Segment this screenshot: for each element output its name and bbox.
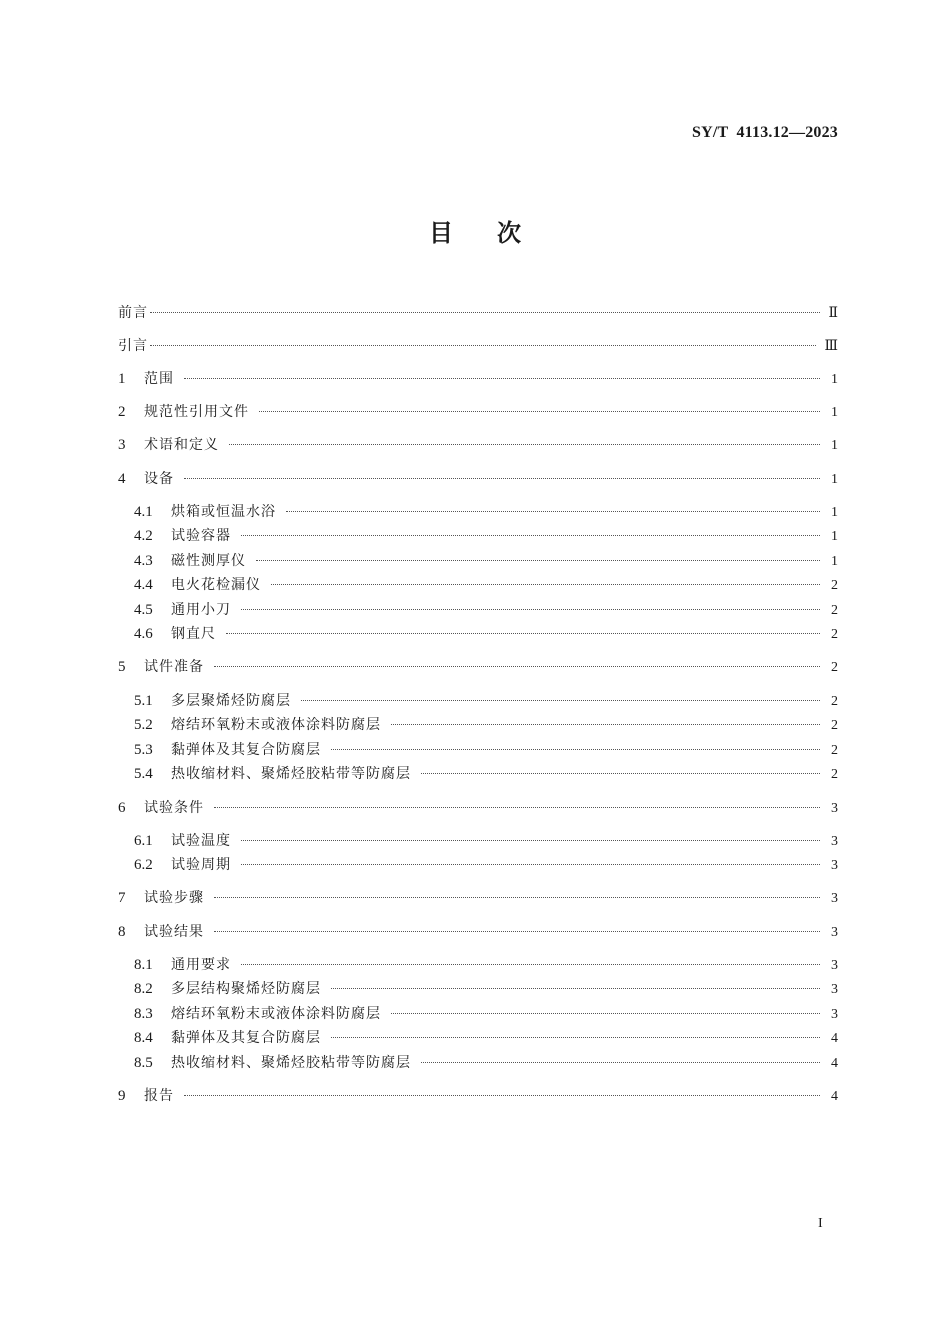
- toc-entry-label: 试验温度: [171, 833, 231, 849]
- toc-entry-page: 4: [831, 1089, 838, 1104]
- dot-leader: [226, 633, 820, 634]
- toc-entry-number: 1: [118, 371, 126, 387]
- toc-entry[interactable]: [134, 714, 838, 736]
- dot-leader: [214, 666, 820, 667]
- toc-entry-label: 设备: [144, 471, 174, 487]
- toc-entry[interactable]: [134, 954, 838, 976]
- toc-entry-page: 3: [831, 958, 838, 973]
- toc-entry[interactable]: [134, 763, 838, 785]
- dot-leader: [391, 724, 820, 725]
- toc-entry-number: 6: [118, 800, 126, 816]
- dot-leader: [229, 444, 820, 445]
- toc-entry-number: 8: [118, 924, 126, 940]
- toc-entry-label: 多层聚烯烃防腐层: [171, 693, 291, 709]
- toc-entry-number: 4.5: [134, 602, 153, 618]
- dot-leader: [241, 964, 820, 965]
- toc-entry-label: 熔结环氧粉末或液体涂料防腐层: [171, 717, 381, 733]
- toc-entry-label: 前言: [118, 305, 148, 321]
- toc-entry-number: 5.1: [134, 693, 153, 709]
- toc-entry-label: 通用小刀: [171, 602, 231, 618]
- page-title: 目次: [429, 218, 565, 247]
- dot-leader: [184, 478, 820, 479]
- toc-entry-number: 5.4: [134, 766, 153, 782]
- toc-entry-number: 4: [118, 471, 126, 487]
- toc-entry-page: 2: [831, 578, 838, 593]
- toc-entry-label: 磁性测厚仪: [171, 553, 246, 569]
- dot-leader: [331, 1037, 820, 1038]
- toc-entry-number: 5.2: [134, 717, 153, 733]
- toc-entry[interactable]: [134, 830, 838, 852]
- toc-entry-label: 电火花检漏仪: [171, 577, 261, 593]
- toc-entry-label: 多层结构聚烯烃防腐层: [171, 981, 321, 997]
- toc-entry-page: 1: [831, 472, 838, 487]
- toc-entry[interactable]: [118, 468, 838, 490]
- toc-entry-number: 8.2: [134, 981, 153, 997]
- toc-entry[interactable]: [118, 368, 838, 390]
- toc-entry-label: 规范性引用文件: [144, 404, 249, 420]
- toc-entry-number: 4.2: [134, 528, 153, 544]
- toc-entry-label: 黏弹体及其复合防腐层: [171, 1030, 321, 1046]
- toc-entry-label: 热收缩材料、聚烯烃胶粘带等防腐层: [171, 766, 411, 782]
- dot-leader: [241, 864, 820, 865]
- toc-entry-label: 范围: [144, 371, 174, 387]
- toc-entry-page: 2: [831, 743, 838, 758]
- toc-entry-page: 4: [831, 1056, 838, 1071]
- dot-leader: [259, 411, 820, 412]
- toc-entry-number: 5.3: [134, 742, 153, 758]
- toc-entry-number: 6.1: [134, 833, 153, 849]
- toc-entry-number: 3: [118, 437, 126, 453]
- toc-entry-page: 1: [831, 372, 838, 387]
- toc-entry-label: 引言: [118, 338, 148, 354]
- dot-leader: [214, 897, 820, 898]
- toc-entry-page: 2: [831, 660, 838, 675]
- toc-entry[interactable]: [134, 854, 838, 876]
- toc-entry[interactable]: [118, 887, 838, 909]
- dot-leader: [256, 560, 820, 561]
- toc-entry-page: 3: [831, 801, 838, 816]
- toc-entry-label: 黏弹体及其复合防腐层: [171, 742, 321, 758]
- toc-entry-label: 试验周期: [171, 857, 231, 873]
- toc-entry[interactable]: [134, 574, 838, 596]
- toc-entry-page: 3: [831, 858, 838, 873]
- dot-leader: [331, 749, 820, 750]
- dot-leader: [271, 584, 820, 585]
- toc-entry[interactable]: [134, 599, 838, 621]
- toc-entry-page: 3: [831, 982, 838, 997]
- dot-leader: [184, 378, 820, 379]
- toc-entry-label: 烘箱或恒温水浴: [171, 504, 276, 520]
- dot-leader: [214, 931, 820, 932]
- toc-entry-label: 试验条件: [144, 800, 204, 816]
- toc-entry-number: 2: [118, 404, 126, 420]
- toc-entry-page: Ⅱ: [828, 306, 838, 321]
- toc-entry-number: 7: [118, 890, 126, 906]
- dot-leader: [421, 1062, 820, 1063]
- toc-entry-label: 试验结果: [144, 924, 204, 940]
- toc-entry-number: 4.4: [134, 577, 153, 593]
- dot-leader: [150, 345, 816, 346]
- toc-entry[interactable]: [134, 739, 838, 761]
- toc-entry-label: 试件准备: [144, 659, 204, 675]
- dot-leader: [241, 535, 820, 536]
- toc-entry-page: 4: [831, 1031, 838, 1046]
- toc-entry[interactable]: [134, 525, 838, 547]
- toc-entry-number: 4.1: [134, 504, 153, 520]
- page-number: I: [818, 1216, 823, 1231]
- toc-entry-label: 术语和定义: [144, 437, 219, 453]
- toc-entry[interactable]: [134, 978, 838, 1000]
- toc-entry-label: 熔结环氧粉末或液体涂料防腐层: [171, 1006, 381, 1022]
- toc-entry-page: 2: [831, 603, 838, 618]
- toc-entry-page: 2: [831, 767, 838, 782]
- toc-entry-page: 1: [831, 505, 838, 520]
- toc-entry[interactable]: [118, 335, 838, 357]
- toc-entry-page: 3: [831, 925, 838, 940]
- toc-entry[interactable]: [134, 690, 838, 712]
- dot-leader: [391, 1013, 820, 1014]
- toc-entry-page: 2: [831, 718, 838, 733]
- toc-entry-label: 钢直尺: [171, 626, 216, 642]
- toc-entry-number: 8.4: [134, 1030, 153, 1046]
- toc-entry-page: 2: [831, 694, 838, 709]
- toc-entry[interactable]: [118, 797, 838, 819]
- toc-entry-number: 4.6: [134, 626, 153, 642]
- toc-entry-page: 3: [831, 834, 838, 849]
- toc-entry[interactable]: [134, 1027, 838, 1049]
- dot-leader: [214, 807, 820, 808]
- toc-entry-label: 通用要求: [171, 957, 231, 973]
- toc-entry[interactable]: [118, 921, 838, 943]
- toc-entry-label: 报告: [144, 1088, 174, 1104]
- toc-entry-page: 1: [831, 438, 838, 453]
- dot-leader: [184, 1095, 820, 1096]
- toc-entry-number: 6.2: [134, 857, 153, 873]
- toc-entry-page: Ⅲ: [824, 339, 838, 354]
- toc-entry-number: 9: [118, 1088, 126, 1104]
- toc-entry-number: 8.3: [134, 1006, 153, 1022]
- toc-entry[interactable]: [118, 302, 838, 324]
- toc-entry-number: 8.5: [134, 1055, 153, 1071]
- dot-leader: [286, 511, 820, 512]
- toc-entry-page: 2: [831, 627, 838, 642]
- toc-entry[interactable]: [134, 550, 838, 572]
- toc-entry-page: 1: [831, 554, 838, 569]
- toc-entry[interactable]: [134, 623, 838, 645]
- toc-entry-page: 1: [831, 529, 838, 544]
- dot-leader: [150, 312, 820, 313]
- toc-entry[interactable]: [134, 501, 838, 523]
- toc-entry-label: 热收缩材料、聚烯烃胶粘带等防腐层: [171, 1055, 411, 1071]
- dot-leader: [331, 988, 820, 989]
- toc-entry[interactable]: [118, 656, 838, 678]
- standard-code: SY/T 4113.12—2023: [692, 124, 838, 141]
- toc-entry-label: 试验容器: [171, 528, 231, 544]
- toc-entry-label: 试验步骤: [144, 890, 204, 906]
- dot-leader: [241, 840, 820, 841]
- toc-entry-page: 3: [831, 1007, 838, 1022]
- toc-entry-number: 8.1: [134, 957, 153, 973]
- toc-entry[interactable]: [134, 1003, 838, 1025]
- dot-leader: [241, 609, 820, 610]
- dot-leader: [421, 773, 820, 774]
- toc-entry[interactable]: [134, 1052, 838, 1074]
- toc-entry[interactable]: [118, 434, 838, 456]
- toc-entry-page: 3: [831, 891, 838, 906]
- toc-entry[interactable]: [118, 401, 838, 423]
- toc-entry-page: 1: [831, 405, 838, 420]
- toc-entry-number: 5: [118, 659, 126, 675]
- dot-leader: [301, 700, 820, 701]
- toc-entry-number: 4.3: [134, 553, 153, 569]
- toc-entry[interactable]: [118, 1085, 838, 1107]
